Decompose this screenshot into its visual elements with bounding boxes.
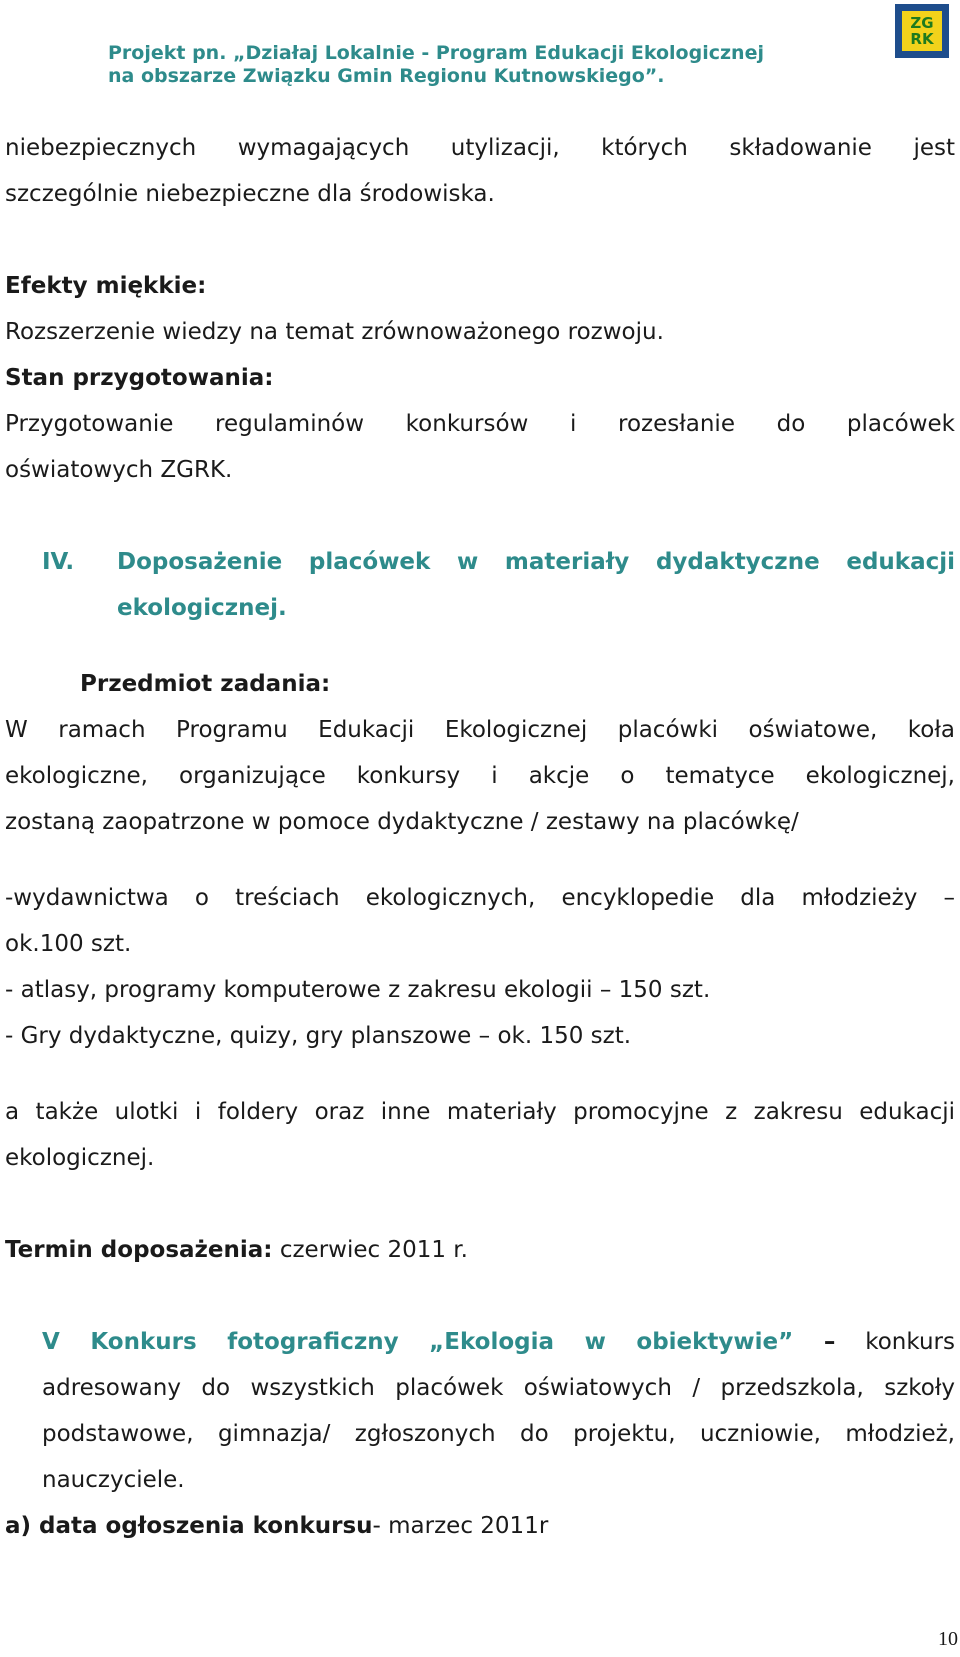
- logo-text-top: ZG: [910, 14, 934, 32]
- section-4-number: IV.: [42, 549, 75, 575]
- announcement-label: a) data ogłoszenia konkursu: [5, 1513, 373, 1539]
- section-4-title-line-1: Doposażenie placówek w materiały dydaktyczne edukacji: [117, 549, 955, 575]
- list-item-1-line-2: ok.100 szt.: [5, 931, 132, 957]
- header-line-1: Projekt pn. „Działaj Lokalnie - Program Edukacji Ekologicznej: [108, 42, 764, 64]
- document-header: [108, 42, 764, 88]
- section-5-dash: –: [793, 1329, 836, 1355]
- announcement-value: - marzec 2011r: [372, 1513, 549, 1539]
- section-5-line-4: nauczyciele.: [42, 1467, 185, 1493]
- list-item-1-line-1: -wydawnictwa o treściach ekologicznych, encyklopedie dla młodzieży –: [5, 885, 955, 911]
- task-label: Przedmiot zadania:: [80, 671, 331, 697]
- preparation-line-2: oświatowych ZGRK.: [5, 457, 233, 483]
- list-item-3: - Gry dydaktyczne, quizy, gry planszowe – ok. 150 szt.: [5, 1023, 632, 1049]
- section-5-title: V Konkurs fotograficzny „Ekologia w obiektywie”: [42, 1329, 794, 1355]
- also-line-2: ekologicznej.: [5, 1145, 155, 1171]
- page-number: 10: [938, 1628, 958, 1650]
- document-body: [5, 125, 955, 1549]
- section-5-line-2: adresowany do wszystkich placówek oświatowych / przedszkola, szkoły: [42, 1375, 955, 1401]
- section-5-line-1-rest: konkurs: [835, 1329, 955, 1355]
- zgrk-logo: [895, 4, 949, 58]
- effects-text: Rozszerzenie wiedzy na temat zrównoważonego rozwoju.: [5, 319, 664, 345]
- preparation-label: Stan przygotowania:: [5, 365, 274, 391]
- section-5-line-1: [42, 1319, 955, 1365]
- task-line-2: ekologiczne, organizujące konkursy i akcje o tematyce ekologicznej,: [5, 763, 955, 789]
- section-4-heading: [5, 539, 955, 631]
- also-line-1: a także ulotki i foldery oraz inne materiały promocyjne z zakresu edukacji: [5, 1099, 955, 1125]
- section-5-line-3: podstawowe, gimnazja/ zgłoszonych do projektu, uczniowie, młodzież,: [42, 1421, 955, 1447]
- deadline-label: Termin doposażenia:: [5, 1237, 273, 1263]
- deadline-value: czerwiec 2011 r.: [272, 1237, 468, 1263]
- header-line-2: na obszarze Związku Gmin Regionu Kutnowskiego”.: [108, 65, 665, 87]
- preparation-line-1: Przygotowanie regulaminów konkursów i rozesłanie do placówek: [5, 411, 955, 437]
- effects-label: Efekty miękkie:: [5, 273, 207, 299]
- deadline: [5, 1227, 955, 1273]
- list-item-2: - atlasy, programy komputerowe z zakresu ekologii – 150 szt.: [5, 977, 711, 1003]
- logo-text-bottom: RK: [910, 30, 934, 48]
- announcement: [5, 1503, 955, 1549]
- task-line-3: zostaną zaopatrzone w pomoce dydaktyczne / zestawy na placówkę/: [5, 809, 799, 835]
- section-4-title-line-2: ekologicznej.: [117, 595, 287, 621]
- task-line-1: W ramach Programu Edukacji Ekologicznej placówki oświatowe, koła: [5, 717, 955, 743]
- section-5: [5, 1319, 955, 1503]
- intro-line-2: szczególnie niebezpieczne dla środowiska.: [5, 181, 495, 207]
- intro-line-1: niebezpiecznych wymagających utylizacji, których składowanie jest: [5, 135, 955, 161]
